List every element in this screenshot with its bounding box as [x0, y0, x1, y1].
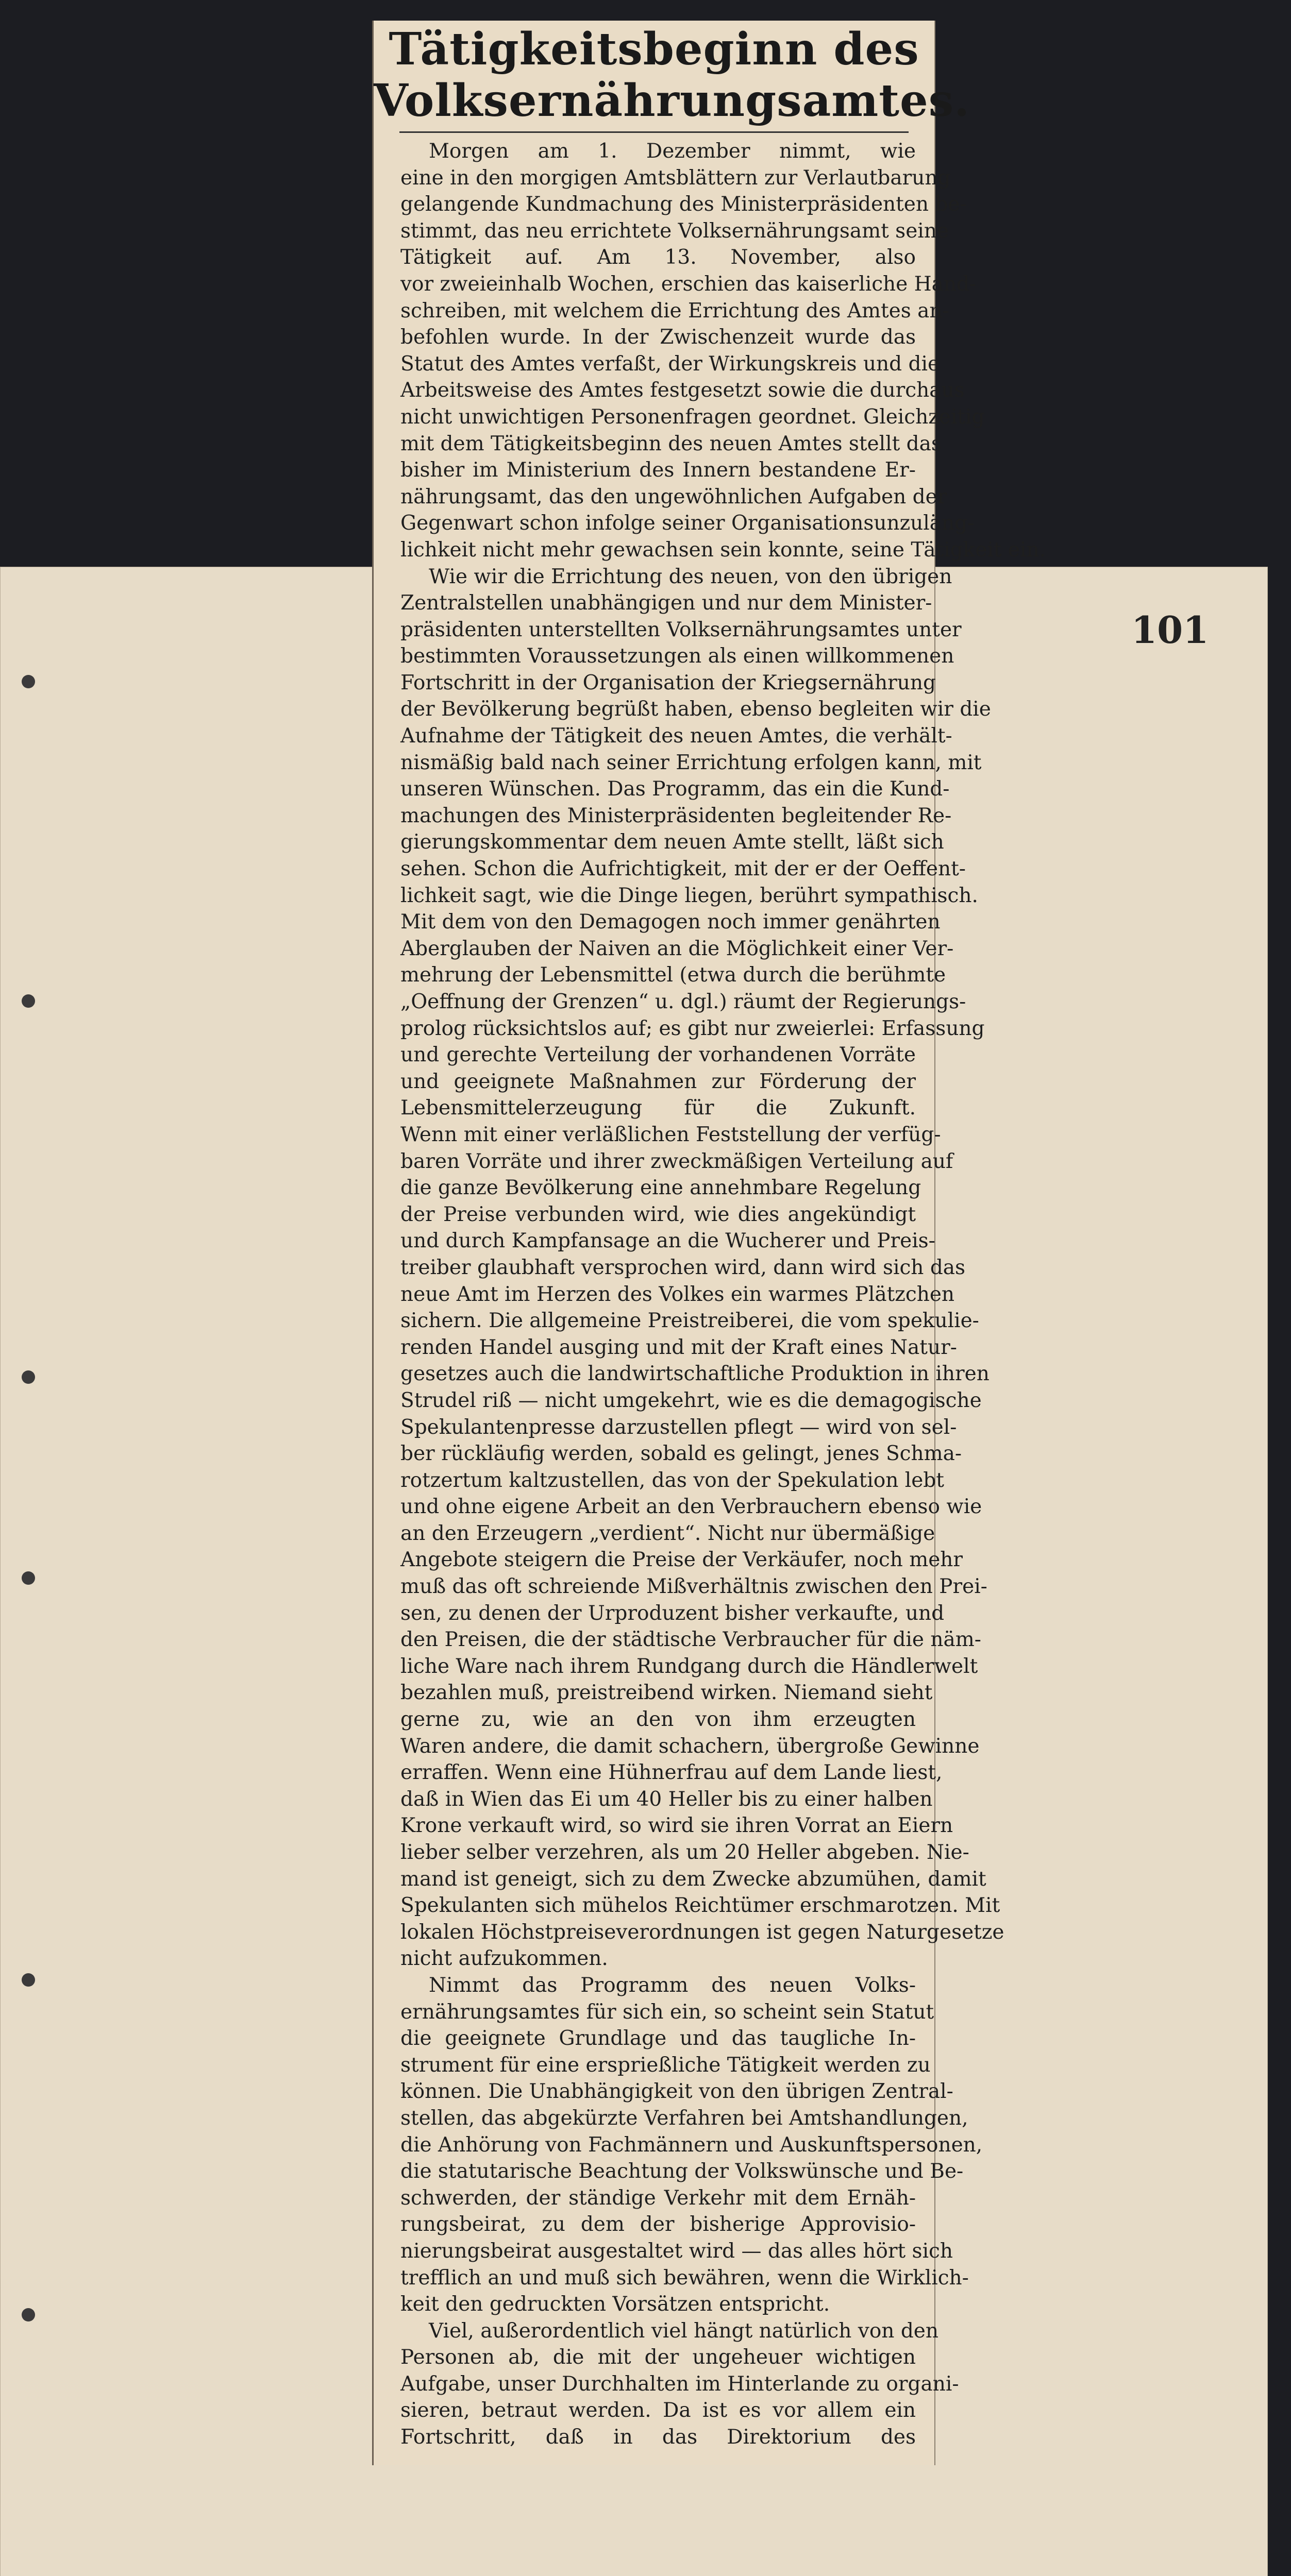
article-line: Spekulantenpresse darzustellen pflegt — wird von sel- [400, 1415, 957, 1439]
article-line: Aberglauben der Naiven an die Möglichkeit einer Ver- [400, 937, 954, 960]
article-line: lichkeit sagt, wie die Dinge liegen, berührt sympathisch. [400, 884, 978, 907]
article-line: sichern. Die allgemeine Preistreiberei, die vom spekulie- [400, 1309, 979, 1333]
article-line: Fortschritt in der Organisation der Kriegsernährung [400, 671, 936, 694]
article-line: trefflich an und muß sich bewähren, wenn die Wirklich- [400, 2266, 969, 2290]
article-line: sehen. Schon die Aufrichtigkeit, mit der er der Oeffent- [400, 857, 966, 881]
article-line: präsidenten unterstellten Volksernährungsamtes unter [400, 618, 962, 641]
article-line: die geeignete Grundlage und das taugliche In- [400, 2027, 916, 2050]
article-line: die statutarische Beachtung der Volkswünsche und Be- [400, 2160, 964, 2183]
article-line: mit dem Tätigkeitsbeginn des neuen Amtes stellt das [400, 432, 942, 455]
article-line: Spekulanten sich mühelos Reichtümer erschmarotzen. Mit [400, 1894, 1000, 1918]
article-line: Zentralstellen unabhängigen und nur dem Minister- [400, 591, 932, 615]
article-line: strument für eine ersprießliche Tätigkeit werden zu [400, 2053, 931, 2077]
article-line: erraffen. Wenn eine Hühnerfrau auf dem Lande liest, [400, 1761, 943, 1785]
article-line: muß das oft schreiende Mißverhältnis zwischen den Prei- [400, 1575, 987, 1599]
article-line: und geeignete Maßnahmen zur Förderung der [400, 1070, 916, 1093]
article-line: eine in den morgigen Amtsblättern zur Verlautbarung [400, 166, 951, 190]
article-line: renden Handel ausging und mit der Kraft eines Natur- [400, 1335, 957, 1359]
article-line: Lebensmittelerzeugung für die Zukunft. [400, 1096, 916, 1120]
article-line: bezahlen muß, preistreibend wirken. Niemand sieht [400, 1681, 933, 1705]
article-line: die Anhörung von Fachmännern und Auskunftspersonen, [400, 2133, 983, 2157]
article-line: machungen des Ministerpräsidenten begleitender Re- [400, 804, 952, 827]
punch-hole [22, 994, 35, 1008]
article-line: und gerechte Verteilung der vorhandenen Vorräte [400, 1043, 916, 1067]
article-line: sieren, betraut werden. Da ist es vor allem ein [400, 2399, 916, 2422]
article-line: lichkeit nicht mehr gewachsen sein konnte, seine Tätigkeit ein. [400, 538, 1046, 562]
article-line: stellen, das abgekürzte Verfahren bei Amtshandlungen, [400, 2106, 968, 2130]
article-line: Tätigkeit auf. Am 13. November, also [400, 246, 916, 269]
article-line: baren Vorräte und ihrer zweckmäßigen Verteilung auf [400, 1149, 953, 1173]
article-line: den Preisen, die der städtische Verbraucher für die näm- [400, 1628, 981, 1652]
article-line: schreiben, mit welchem die Errichtung des Amtes an- [400, 299, 949, 323]
article-line: mehrung der Lebensmittel (etwa durch die berühmte [400, 963, 946, 987]
article-line: Morgen am 1. Dezember nimmt, wie [429, 140, 916, 163]
article-line: der Bevölkerung begrüßt haben, ebenso begleiten wir die [400, 698, 991, 721]
article-line: Arbeitsweise des Amtes festgesetzt sowie die durchaus [400, 379, 965, 402]
article-line: ber rückläufig werden, sobald es gelingt, jenes Schma- [400, 1442, 962, 1466]
headline-line-1: Tätigkeitsbeginn des [389, 23, 919, 75]
article-line: Statut des Amtes verfaßt, der Wirkungskreis und die [400, 352, 940, 376]
article-line: treiber glaubhaft versprochen wird, dann wird sich das [400, 1256, 966, 1279]
article-line: ernährungsamtes für sich ein, so scheint sein Statut [400, 2000, 934, 2024]
article-line: gesetzes auch die landwirtschaftliche Produktion in ihren [400, 1362, 990, 1386]
article-line: prolog rücksichtslos auf; es gibt nur zweierlei: Erfassung [400, 1016, 985, 1040]
article-line: Mit dem von den Demagogen noch immer genährten [400, 910, 941, 934]
article-line: Wenn mit einer verläßlichen Feststellung der verfüg- [400, 1123, 941, 1146]
newspaper-clipping [372, 21, 1046, 2465]
article-line: mand ist geneigt, sich zu dem Zwecke abzumühen, damit [400, 1867, 986, 1891]
article-line: Viel, außerordentlich viel hängt natürlich von den [429, 2319, 938, 2343]
article-line: gerne zu, wie an den von ihm erzeugten [400, 1708, 916, 1732]
article-line: Aufnahme der Tätigkeit des neuen Amtes, die verhält- [400, 724, 952, 748]
article-line: können. Die Unabhängigkeit von den übrigen Zentral- [400, 2080, 953, 2104]
article-line: daß in Wien das Ei um 40 Heller bis zu einer halben [400, 1787, 933, 1811]
article-line: Krone verkauft wird, so wird sie ihren Vorrat an Eiern [400, 1814, 953, 1838]
article-line: Angebote steigern die Preise der Verkäufer, noch mehr [400, 1548, 963, 1572]
article-line: schwerden, der ständige Verkehr mit dem Ernäh- [400, 2186, 916, 2210]
article-line: gelangende Kundmachung des Ministerpräsidenten be- [400, 193, 967, 216]
headline-rule [399, 131, 909, 133]
article-line: rotzertum kaltzustellen, das von der Spekulation lebt [400, 1468, 944, 1492]
article-line: nierungsbeirat ausgestaltet wird — das alles hört sich [400, 2239, 953, 2263]
article-line: Wie wir die Errichtung des neuen, von den übrigen [429, 565, 952, 588]
article-line: bisher im Ministerium des Innern bestandene Er- [400, 459, 916, 482]
page-number: 101 [1131, 608, 1209, 652]
article-line: Aufgabe, unser Durchhalten im Hinterlande zu organi- [400, 2372, 959, 2396]
article-line: an den Erzeugern „verdient“. Nicht nur übermäßige [400, 1521, 935, 1545]
article-line: der Preise verbunden wird, wie dies angekündigt [400, 1202, 916, 1226]
article-line: liche Ware nach ihrem Rundgang durch die Händlerwelt [400, 1654, 978, 1678]
article-line: und durch Kampfansage an die Wucherer und Preis- [400, 1229, 935, 1253]
article-line: sen, zu denen der Urproduzent bisher verkaufte, und [400, 1601, 945, 1625]
headline-line-2: Volksernährungsamtes. [374, 75, 970, 127]
article-line: Nimmt das Programm des neuen Volks- [429, 1973, 916, 1997]
article-line: Strudel riß — nicht umgekehrt, wie es die demagogische [400, 1388, 982, 1412]
article-line: befohlen wurde. In der Zwischenzeit wurde das [400, 326, 916, 349]
punch-hole [22, 675, 35, 688]
punch-hole [22, 1973, 35, 1987]
article-line: lokalen Höchstpreiseverordnungen ist gegen Naturgesetze [400, 1920, 1004, 1944]
article-line: nährungsamt, das den ungewöhnlichen Aufgaben der [400, 485, 947, 509]
punch-hole [22, 1571, 35, 1585]
article-line: Waren andere, die damit schachern, übergroße Gewinne [400, 1734, 980, 1758]
article-line: rungsbeirat, zu dem der bisherige Approvisio- [400, 2213, 916, 2236]
article-line: gierungskommentar dem neuen Amte stellt, läßt sich [400, 831, 944, 854]
article-line: vor zweieinhalb Wochen, erschien das kaiserliche Hand- [400, 272, 977, 296]
article-line: neue Amt im Herzen des Volkes ein warmes Plätzchen [400, 1282, 955, 1306]
article-line: Gegenwart schon infolge seiner Organisationsunzuläng- [400, 512, 975, 535]
article-line: stimmt, das neu errichtete Volksernährungsamt seine [400, 219, 949, 243]
article-line: und ohne eigene Arbeit an den Verbrauchern ebenso wie [400, 1495, 982, 1519]
article-body [400, 138, 1046, 2451]
article-line: Personen ab, die mit der ungeheuer wichtigen [400, 2346, 916, 2369]
article-line: die ganze Bevölkerung eine annehmbare Regelung [400, 1176, 921, 1200]
article-line: Fortschritt, daß in das Direktorium des [400, 2426, 916, 2449]
article-line: nicht aufzukommen. [400, 1947, 608, 1971]
article-line: nismäßig bald nach seiner Errichtung erfolgen kann, mit [400, 751, 982, 774]
article-line: nicht unwichtigen Personenfragen geordnet. Gleichzeitig [400, 405, 985, 429]
article-line: unseren Wünschen. Das Programm, das ein die Kund- [400, 777, 950, 801]
article-line: „Oeffnung der Grenzen“ u. dgl.) räumt der Regierungs- [400, 990, 966, 1013]
article-line: lieber selber verzehren, als um 20 Heller abgeben. Nie- [400, 1841, 969, 1864]
punch-hole [22, 1370, 35, 1384]
article-line: bestimmten Voraussetzungen als einen willkommenen [400, 645, 954, 668]
punch-hole [22, 2308, 35, 2321]
article-line: keit den gedruckten Vorsätzen entspricht. [400, 2293, 830, 2316]
